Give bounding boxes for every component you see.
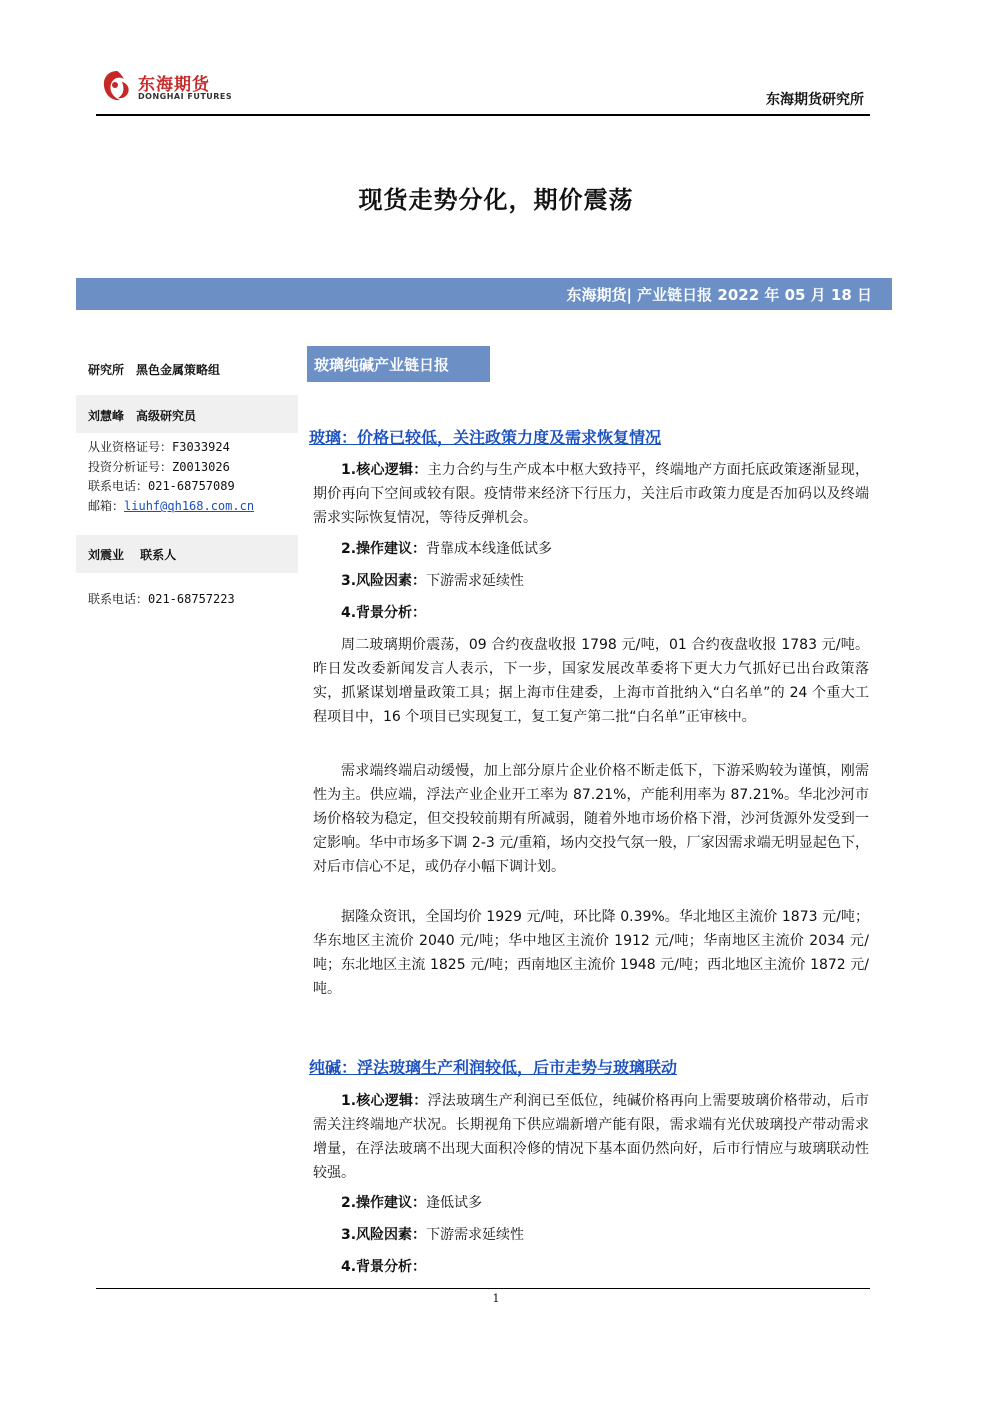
glass-risk-text: 下游需求延续性 — [426, 573, 525, 589]
logo-text-cn: 东海期货 — [138, 75, 210, 95]
logo-text-en: DONGHAI FUTURES — [138, 92, 233, 101]
page-number: 1 — [492, 1292, 500, 1305]
analyst2-name: 刘震业 联系人 — [88, 548, 177, 562]
soda-risk-text: 下游需求延续性 — [426, 1227, 525, 1243]
institute-name: 东海期货研究所 — [766, 92, 864, 108]
glass-logic — [313, 458, 869, 530]
glass-advice-text: 背靠成本线逢低试多 — [426, 541, 553, 557]
glass-advice — [313, 537, 869, 561]
soda-logic-label: 1.核心逻辑： — [341, 1093, 428, 1109]
soda-heading[interactable]: 纯碱：浮法玻璃生产利润较低，后市走势与玻璃联动 — [309, 1058, 678, 1077]
glass-bg-para3: 据隆众资讯，全国均价 1929 元/吨，环比降 0.39%。华北地区主流价 1873 元/吨；华东地区主流价 2040 元/吨；华中地区主流价 1912 元/吨；华南地区主流价 2034 元/吨；东北地区主流 1825 元/吨；西南地区主流价 1948 元/吨；西北地区主流价 1872 元/吨。 — [313, 909, 869, 997]
dragon-logo-icon — [100, 68, 134, 104]
header-rule — [96, 114, 870, 116]
glass-risk-label: 3.风险因素： — [341, 573, 427, 589]
soda-logic-text: 浮法玻璃生产利润已至低位，纯碱价格再向上需要玻璃价格带动，后市需关注终端地产状况。长期视角下供应端新增产能有限，需求端有光伏玻璃投产带动需求增量，在浮法玻璃不出现大面积冷修的情况下基本面仍然向好，后市行情应与玻璃联动性较强。 — [313, 1093, 870, 1181]
soda-logic — [313, 1089, 869, 1185]
email-link[interactable]: liuhf@qh168.com.cn — [124, 499, 255, 513]
glass-bg-label-row — [313, 601, 869, 625]
phone1: 联系电话：021-68757089 — [88, 479, 235, 493]
sidebar-dept: 研究所 黑色金属策略组 — [88, 363, 221, 377]
phone2: 联系电话：021-68757223 — [88, 592, 235, 606]
glass-risk — [313, 569, 869, 593]
soda-risk — [313, 1223, 869, 1247]
soda-bg-label: 4.背景分析： — [341, 1259, 427, 1275]
email-row — [88, 497, 254, 514]
qualification-cert: 从业资格证号：F3033924 — [88, 440, 230, 454]
soda-advice-text: 逢低试多 — [426, 1195, 483, 1211]
page-title: 现货走势分化，期价震荡 — [358, 186, 634, 214]
report-tag-text: 玻璃纯碱产业链日报 — [314, 356, 450, 374]
glass-bg-label: 4.背景分析： — [341, 605, 427, 621]
analyst1-name: 刘慧峰 高级研究员 — [88, 409, 197, 423]
glass-bg-para1: 周二玻璃期价震荡，09 合约夜盘收报 1798 元/吨，01 合约夜盘收报 1783 元/吨。昨日发改委新闻发言人表示，下一步，国家发展改革委将下更大力气抓好已出台政策落实，抓紧谋划增量政策工具；据上海市住建委，上海市首批纳入“白名单”的 24 个重大工程项目中，16 个项目已实现复工，复工复产第二批“白名单”正审核中。 — [313, 637, 869, 725]
email-label: 邮箱： — [88, 499, 125, 513]
glass-heading[interactable]: 玻璃：价格已较低，关注政策力度及需求恢复情况 — [309, 428, 662, 447]
soda-advice — [313, 1191, 869, 1215]
soda-bg-label-row — [313, 1255, 869, 1279]
glass-bg-para2: 需求端终端启动缓慢，加上部分原片企业价格不断走低下，下游采购较为谨慎，刚需性为主。供应端，浮法产业企业开工率为 87.21%，产能利用率为 87.21%。华北沙河市场价格较为稳定，但交投较前期有所减弱，随着外地市场价格下滑，沙河货源外发受到一定影响。华中市场多下调 2-3 元/重箱，场内交投气氛一般，厂家因需求端无明显起色下，对后市信心不足，或仍存小幅下调计划。 — [313, 763, 869, 875]
investment-cert: 投资分析证号：Z0013026 — [88, 460, 230, 474]
report-band — [76, 278, 892, 310]
glass-logic-label: 1.核心逻辑： — [341, 462, 428, 478]
soda-advice-label: 2.操作建议： — [341, 1195, 427, 1211]
glass-advice-label: 2.操作建议： — [341, 541, 427, 557]
donghai-logo — [100, 68, 240, 108]
soda-risk-label: 3.风险因素： — [341, 1227, 427, 1243]
glass-logic-text: 主力合约与生产成本中枢大致持平，终端地产方面托底政策逐渐显现，期价再向下空间或较有限。疫情带来经济下行压力，关注后市政策力度是否加码以及终端需求实际恢复情况，等待反弹机会。 — [313, 462, 870, 526]
footer-rule — [96, 1288, 870, 1289]
report-tag — [307, 346, 490, 382]
report-band-text: 东海期货| 产业链日报 2022 年 05 月 18 日 — [566, 286, 872, 304]
